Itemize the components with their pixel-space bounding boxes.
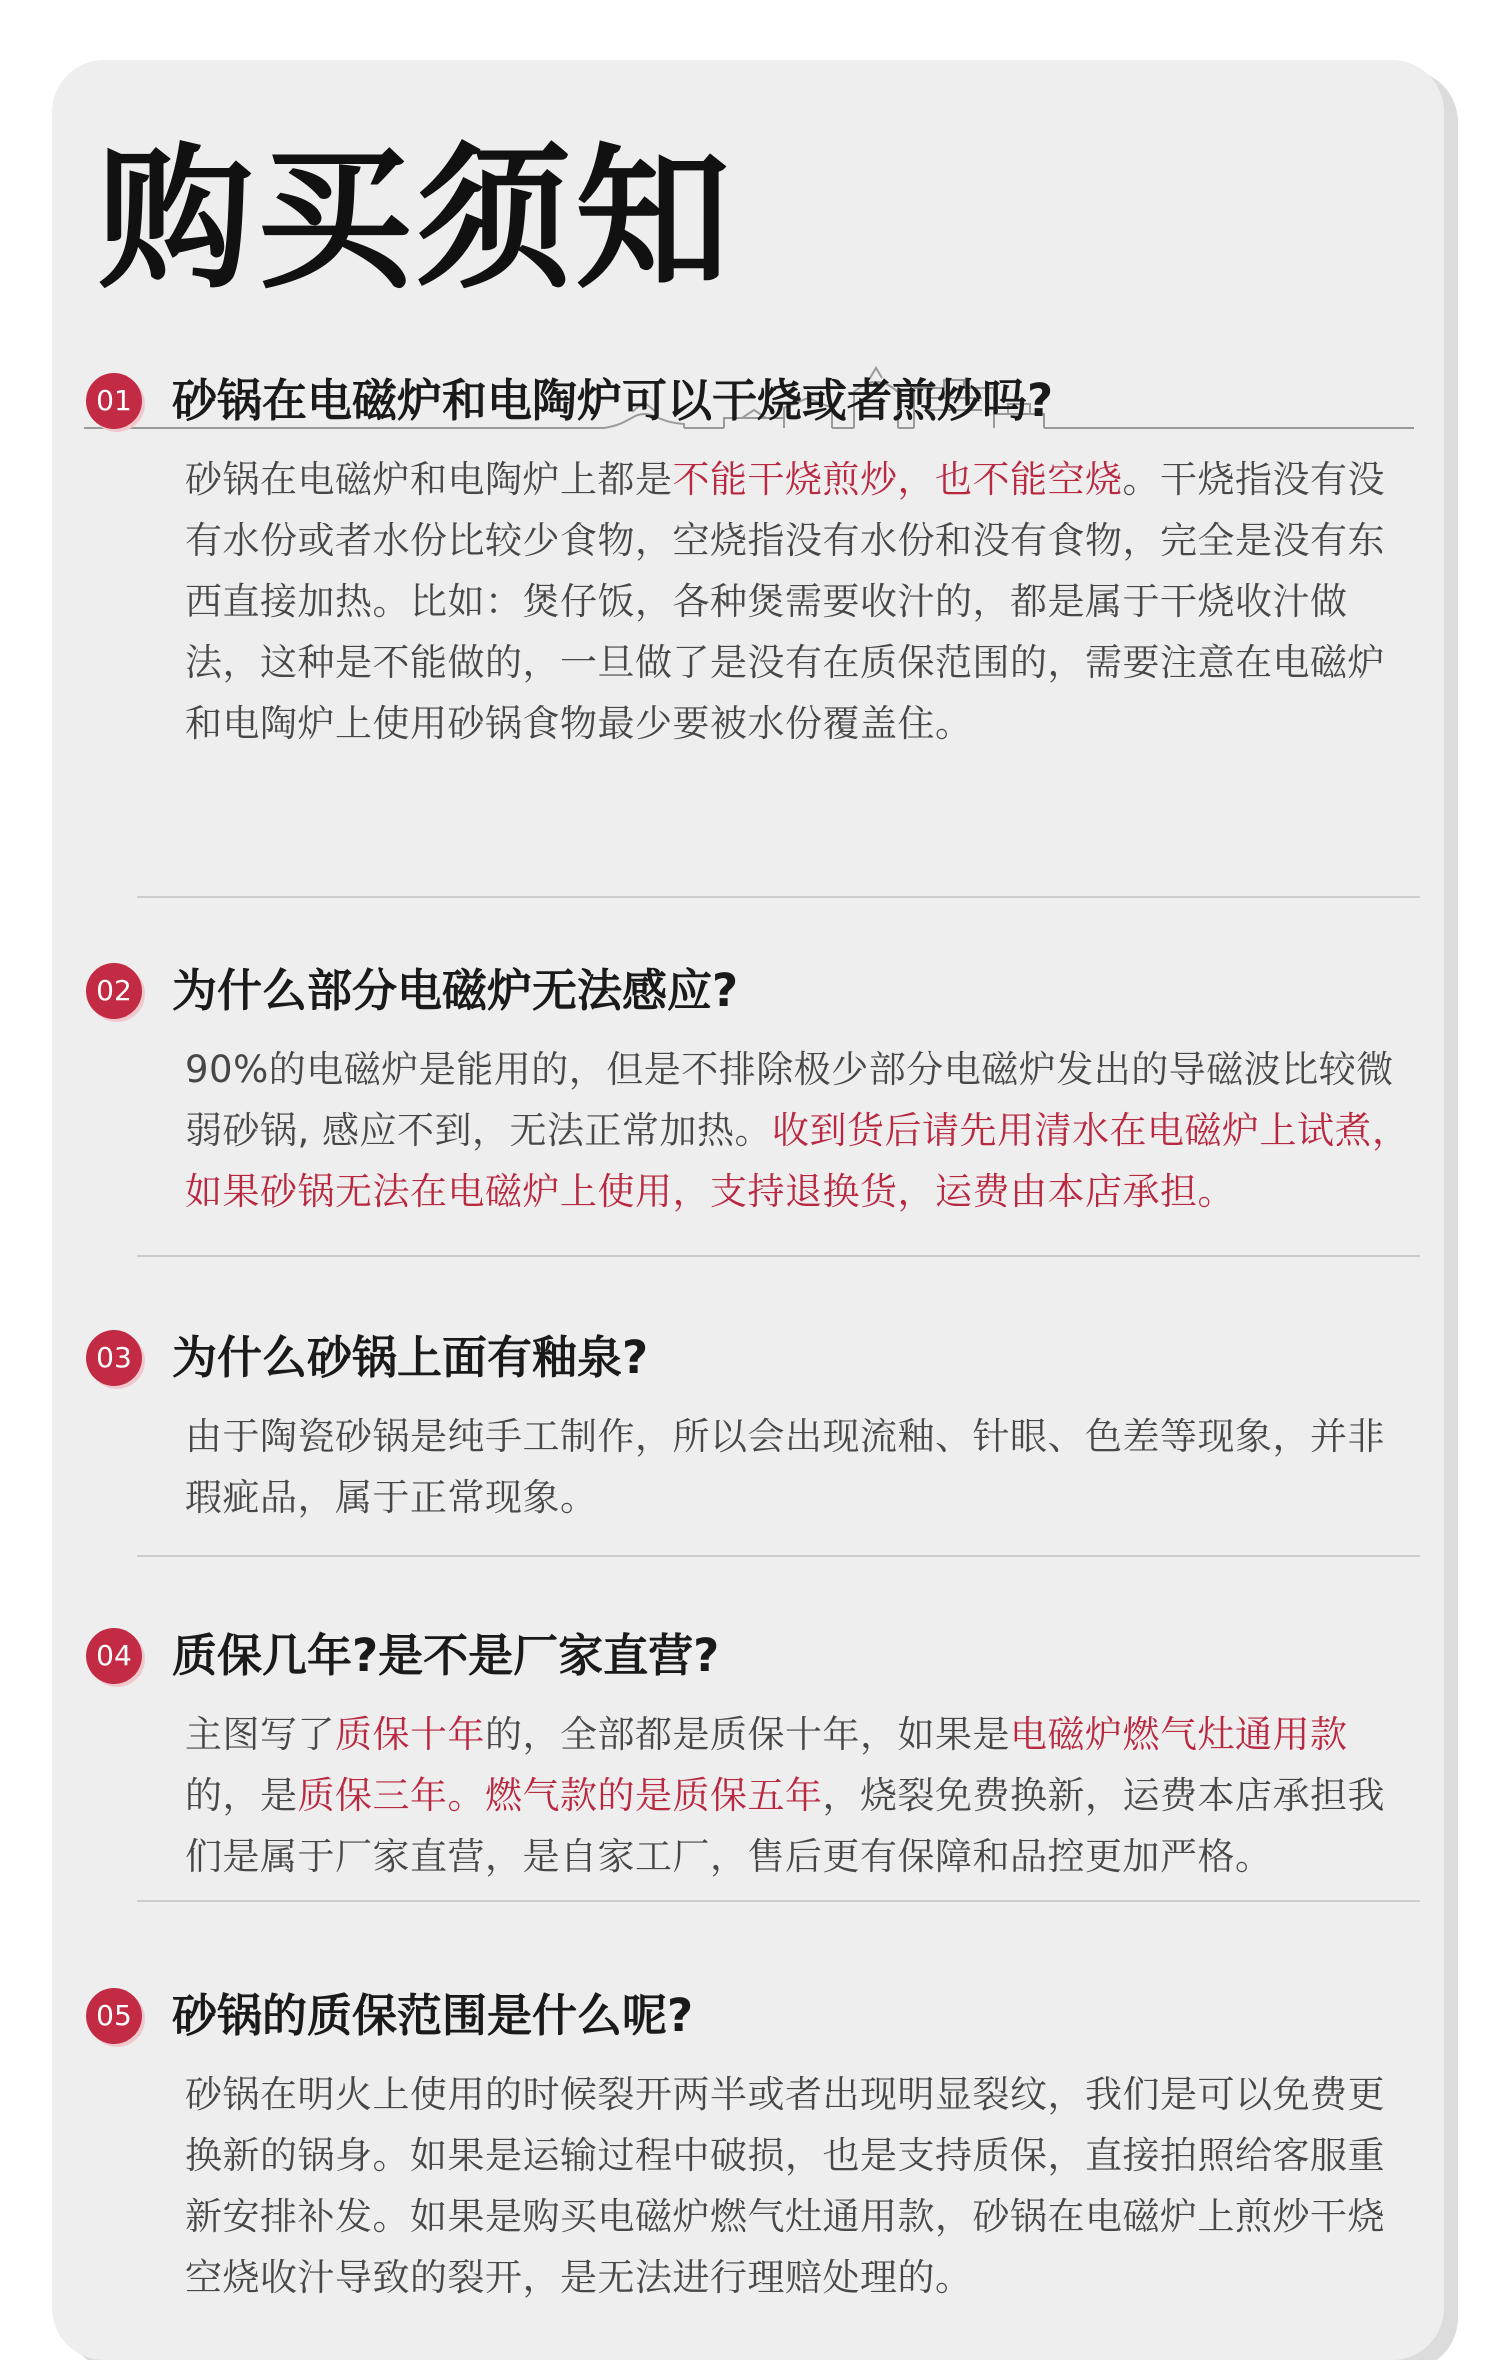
answer-segment: 砂锅在电磁炉和电陶炉上都是 xyxy=(185,458,673,501)
faq-item-05 xyxy=(80,1980,1420,2300)
answer-text xyxy=(185,2064,1415,2308)
number-badge: 02 xyxy=(86,963,142,1019)
answer-segment: 主图写了 xyxy=(185,1713,335,1756)
answer-segment: 的，是 xyxy=(185,1774,298,1817)
section-divider xyxy=(137,896,1420,898)
notice-card xyxy=(52,60,1444,2360)
answer-segment: ，烧裂免费换新，运费本店承担我们是属于厂家直营，是自家工厂，售后更有保障和品控更加严格。 xyxy=(185,1774,1385,1878)
number-badge: 01 xyxy=(86,373,142,429)
question-title: 砂锅的质保范围是什么呢? xyxy=(172,1989,694,2042)
answer-segment: 。干烧指没有没有水份或者水份比较少食物，空烧指没有水份和没有食物，完全是没有东西直接加热。比如：煲仔饭，各种煲需要收汁的，都是属于干烧收汁做法，这种是不能做的，一旦做了是没有在质保范围的，需要注意在电磁炉和电陶炉上使用砂锅食物最少要被水份覆盖住。 xyxy=(185,458,1385,745)
number-badge: 04 xyxy=(86,1628,142,1684)
faq-item-01 xyxy=(80,365,1420,745)
question-title: 为什么部分电磁炉无法感应? xyxy=(172,964,739,1017)
faq-item-03 xyxy=(80,1322,1420,1519)
answer-highlight: 质保十年 xyxy=(335,1713,485,1756)
question-title: 为什么砂锅上面有釉泉? xyxy=(172,1331,649,1384)
answer-highlight: 不能干烧煎炒，也不能空烧 xyxy=(672,458,1123,501)
answer-highlight: 质保三年。燃气款的是质保五年 xyxy=(297,1774,823,1817)
answer-text xyxy=(185,1039,1415,1222)
number-badge: 05 xyxy=(86,1988,142,2044)
section-divider xyxy=(137,1555,1420,1557)
answer-text xyxy=(185,1406,1415,1528)
answer-segment: 的，全部都是质保十年，如果是 xyxy=(485,1713,1010,1756)
answer-text xyxy=(185,449,1415,754)
section-divider xyxy=(137,1255,1420,1257)
page-title: 购买须知 xyxy=(98,129,734,310)
faq-item-04 xyxy=(80,1620,1420,1880)
answer-highlight: 电磁炉燃气灶通用款 xyxy=(1010,1713,1348,1756)
answer-highlight: 收到货后请先用清水在电磁炉上试煮，如果砂锅无法在电磁炉上使用，支持退换货，运费由本店承担。 xyxy=(185,1109,1410,1213)
answer-segment: 砂锅在明火上使用的时候裂开两半或者出现明显裂纹，我们是可以免费更换新的锅身。如果是运输过程中破损，也是支持质保，直接拍照给客服重新安排补发。如果是购买电磁炉燃气灶通用款，砂锅在电磁炉上煎炒干烧空烧收汁导致的裂开，是无法进行理赔处理的。 xyxy=(185,2073,1385,2299)
question-title: 质保几年?是不是厂家直营? xyxy=(172,1629,720,1682)
answer-text xyxy=(185,1704,1415,1887)
section-divider xyxy=(137,1900,1420,1902)
question-title: 砂锅在电磁炉和电陶炉可以干烧或者煎炒吗? xyxy=(172,374,1054,427)
number-badge: 03 xyxy=(86,1330,142,1386)
answer-segment: 由于陶瓷砂锅是纯手工制作，所以会出现流釉、针眼、色差等现象，并非瑕疵品，属于正常现象。 xyxy=(185,1415,1385,1519)
faq-item-02 xyxy=(80,955,1420,1213)
answer-segment: 90%的电磁炉是能用的，但是不排除极少部分电磁炉发出的导磁波比较微弱砂锅, 感应不到，无法正常加热。 xyxy=(185,1048,1394,1152)
